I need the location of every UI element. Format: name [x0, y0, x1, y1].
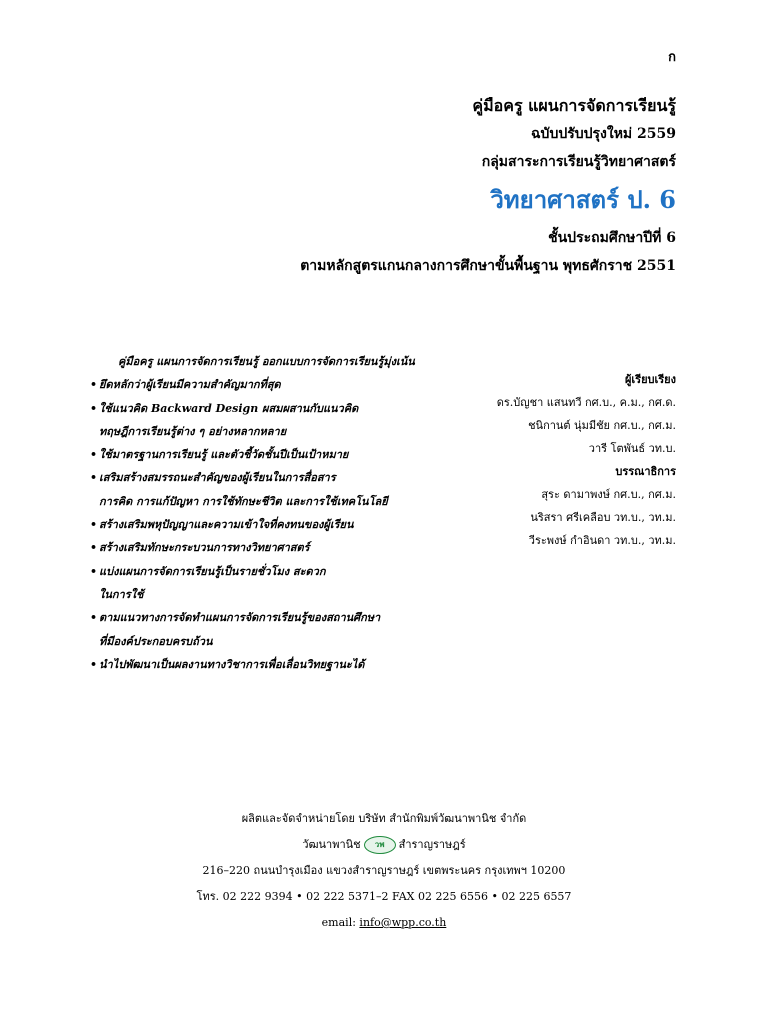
book-title: วิทยาศาสตร์ ป. 6 [490, 185, 676, 214]
editor-name: สุระ ดามาพงษ์ กศ.บ., กศ.ม. [541, 488, 676, 501]
feature-item: • ใช้แนวคิด Backward Design ผสมผสานกับแนวคิด ทฤษฎีการเรียนรู้ต่าง ๆ อย่างหลากหลาย [90, 397, 430, 444]
feature-item: • สร้างเสริมพหุปัญญาและความเข้าใจที่คงทนของผู้เรียน [90, 513, 430, 536]
cover-header [116, 92, 676, 280]
feature-item: • ตามแนวทางการจัดทำแผนการจัดการเรียนรู้ของสถานศึกษา ที่มีองค์ประกอบครบถ้วน [90, 606, 430, 653]
publisher-logo-icon: วพ [364, 836, 396, 854]
publisher-footer [0, 806, 768, 936]
editor-name: วีระพงษ์ กำอินดา วท.บ., วท.ม. [528, 534, 676, 547]
editors-label: บรรณาธิการ [615, 465, 676, 478]
brand-left-text: วัฒนาพานิช [302, 838, 361, 851]
editor-name: นริสรา ศรีเคลือบ วท.บ., วท.ม. [530, 511, 676, 524]
feature-item: • สร้างเสริมทักษะกระบวนการทางวิทยาศาสตร์ [90, 536, 430, 559]
subject-group: กลุ่มสาระการเรียนรู้วิทยาศาสตร์ [481, 154, 676, 170]
feature-item: • ยึดหลักว่าผู้เรียนมีความสำคัญมากที่สุด [90, 373, 430, 396]
feature-item: • เสริมสร้างสมรรถนะสำคัญของผู้เรียนในการสื่อสาร การคิด การแก้ปัญหา การใช้ทักษะชีวิต และการใช้เทคโนโลยี [90, 466, 430, 513]
publisher-phone: โทร. 02 222 9394 • 02 222 5371–2 FAX 02 225 6556 • 02 225 6557 [196, 890, 572, 903]
email-link[interactable]: info@wpp.co.th [359, 916, 447, 929]
feature-intro: คู่มือครู แผนการจัดการเรียนรู้ ออกแบบการจัดการเรียนรู้มุ่งเน้น [118, 355, 415, 368]
author-name: วารี โตพันธ์ วท.บ. [588, 442, 676, 455]
publisher-email-line [0, 910, 768, 936]
email-label: email: [321, 916, 360, 929]
curriculum-label: ตามหลักสูตรแกนกลางการศึกษาขั้นพื้นฐาน พุทธศักราช 2551 [300, 258, 676, 274]
author-name: ชนิกานต์ นุ่มมีชัย กศ.บ., กศ.ม. [528, 419, 676, 432]
credits-block [376, 368, 676, 552]
publisher-line: ผลิตและจัดจำหน่ายโดย บริษัท สำนักพิมพ์วัฒนาพานิช จำกัด [241, 812, 527, 825]
author-name: ดร.บัญชา แสนทวี กศ.บ., ค.ม., กศ.ด. [496, 396, 676, 409]
publisher-brand [0, 832, 768, 858]
page-number: ก [668, 50, 676, 65]
edition-label: ฉบับปรับปรุงใหม่ 2559 [531, 126, 676, 142]
authors-label: ผู้เรียบเรียง [624, 373, 676, 386]
feature-item: • นำไปพัฒนาเป็นผลงานทางวิชาการเพื่อเลื่อนวิทยฐานะได้ [90, 653, 430, 676]
feature-item: • ใช้มาตรฐานการเรียนรู้ และตัวชี้วัดชั้นปีเป็นเป้าหมาย [90, 443, 430, 466]
grade-level: ชั้นประถมศึกษาปีที่ 6 [548, 230, 676, 246]
publisher-address: 216–220 ถนนบำรุงเมือง แขวงสำราญราษฎร์ เขตพระนคร กรุงเทพฯ 10200 [202, 864, 566, 877]
feature-item: • แบ่งแผนการจัดการเรียนรู้เป็นรายชั่วโมง สะดวก ในการใช้ [90, 560, 430, 607]
series-title: คู่มือครู แผนการจัดการเรียนรู้ [472, 96, 676, 115]
brand-right-text: สำราญราษฎร์ [398, 838, 466, 851]
